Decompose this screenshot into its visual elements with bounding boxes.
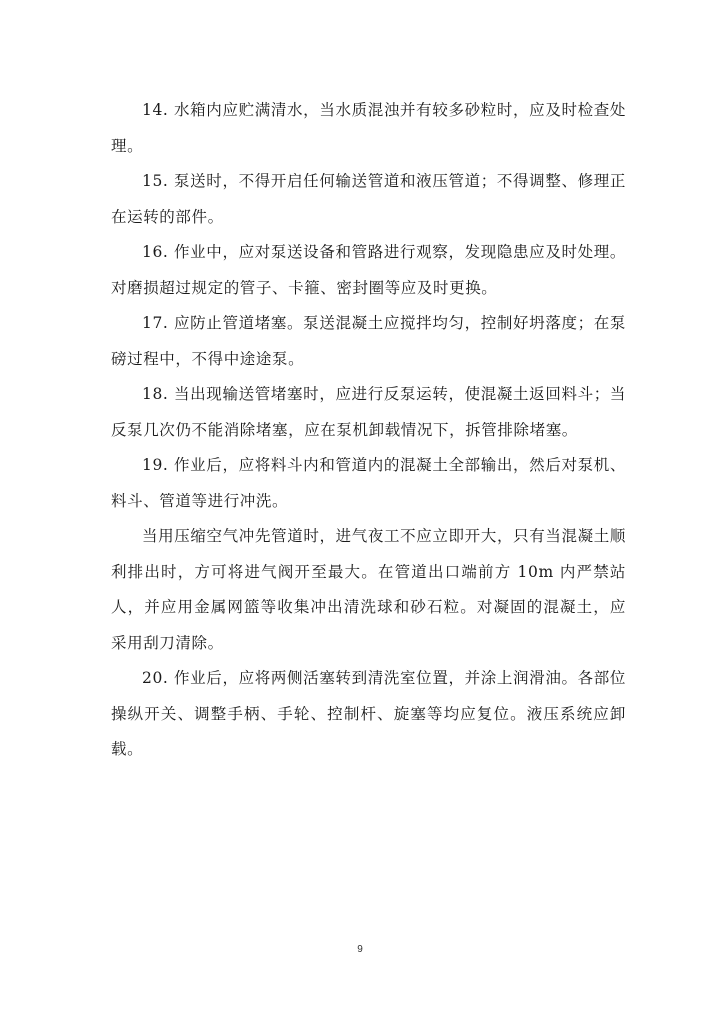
- page-number: 9: [357, 944, 363, 955]
- paragraph-17: 17. 应防止管道堵塞。泵送混凝土应搅拌均匀，控制好坍落度；在泵磅过程中，不得中途途泵。: [111, 314, 626, 368]
- paragraph-16: 16. 作业中，应对泵送设备和管路进行观察，发现隐患应及时处理。对磨损超过规定的管子、卡箍、密封圈等应及时更换。: [111, 243, 626, 297]
- paragraph-14: 14. 水箱内应贮满清水，当水质混浊并有较多砂粒时，应及时检查处理。: [111, 101, 626, 155]
- paragraph-15: 15. 泵送时，不得开启任何输送管道和液压管道；不得调整、修理正在运转的部件。: [111, 172, 626, 226]
- document-body: [111, 93, 626, 768]
- paragraph-19-note: 当用压缩空气冲先管道时，进气夜工不应立即开大，只有当混凝土顺利排出时，方可将进气阀开至最大。在管道出口端前方 10m 内严禁站人，并应用金属网篮等收集冲出清洗球和砂石粒。对凝固的混凝土，应采用刮刀清除。: [111, 527, 626, 652]
- paragraph-18: 18. 当出现输送管堵塞时，应进行反泵运转，使混凝土返回料斗；当反泵几次仍不能消除堵塞，应在泵机卸载情况下，拆管排除堵塞。: [111, 385, 626, 439]
- paragraph-19: 19. 作业后，应将料斗内和管道内的混凝土全部输出，然后对泵机、料斗、管道等进行冲洗。: [111, 456, 626, 510]
- paragraph-20: 20. 作业后，应将两侧活塞转到清洗室位置，并涂上润滑油。各部位操纵开关、调整手柄、手轮、控制杆、旋塞等均应复位。液压系统应卸载。: [111, 669, 626, 758]
